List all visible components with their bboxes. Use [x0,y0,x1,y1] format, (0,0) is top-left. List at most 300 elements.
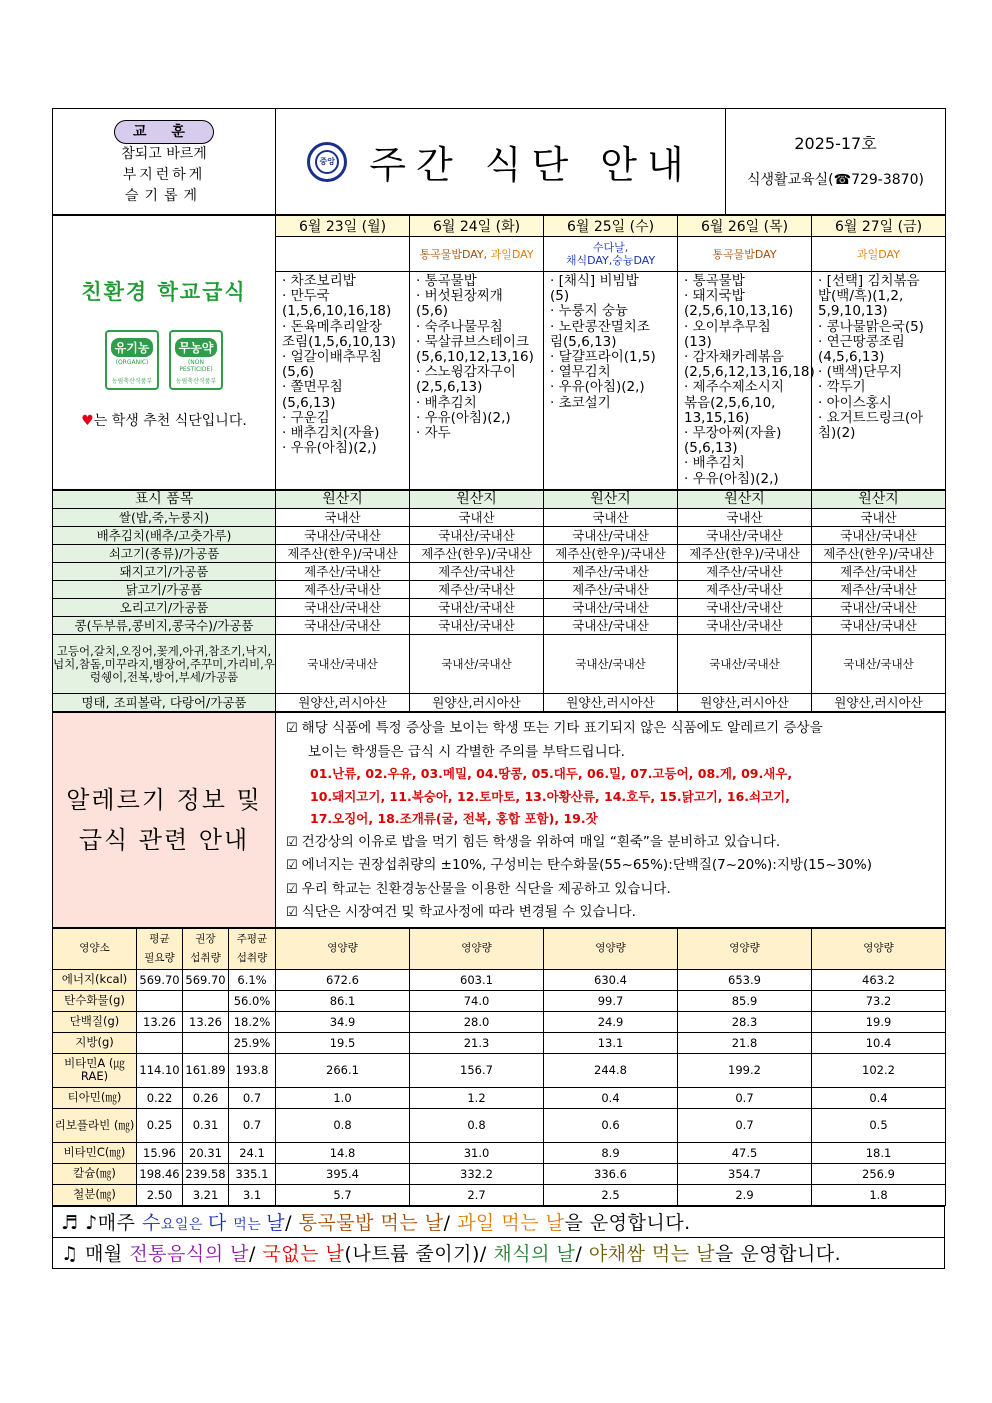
origin-value: 국내산/국내산 [410,599,544,617]
theme-tag: 과일DAY [490,247,534,261]
origin-value: 제주산/국내산 [678,563,812,581]
menu-item: · 감자채카레볶음 [684,349,784,366]
menu-item: (2,5,6,13) [416,379,483,396]
daily-amount: 463.2 [812,969,946,990]
nutrition-row [53,1163,946,1184]
nutrition-row [53,1032,946,1053]
nutrition-row [53,990,946,1011]
footer-segment: 국없는 날 [262,1243,345,1265]
daily-amount: 18.1 [812,1142,946,1163]
head-amount: 영양량 [544,928,678,969]
origin-value: 제주산/국내산 [812,563,946,581]
footer-segment: 을 운영합니다. [715,1243,842,1265]
nutrition-row [53,1142,946,1163]
origin-table [52,490,946,712]
daily-amount: 0.8 [410,1108,544,1142]
daily-amount: 10.4 [812,1032,946,1053]
organic-badge-icon: 유기농 (ORGANIC) 농림축산식품부 [105,330,159,390]
nutrient-name: 지방(g) [53,1032,137,1053]
menu-item: · 배추김치(자율) [282,425,380,442]
nutrition-row [53,969,946,990]
avg-requirement: 15.96 [137,1142,183,1163]
footer-segment: ♬ ♪매주 [61,1212,142,1234]
theme-tag: 통곡물밥DAY [712,247,777,261]
menu-item: · 통곡물밥 [684,273,745,289]
nutrient-name: 철분(㎎) [53,1184,137,1205]
origin-value: 국내산/국내산 [812,599,946,617]
recommended-intake: 161.89 [183,1053,229,1087]
origin-value: 원양산,러시아산 [678,694,812,712]
origin-row [53,545,946,563]
origin-value: 제주산/국내산 [544,563,678,581]
footer-segment: 먹는 [233,1217,267,1233]
menu-item: (5,6) [282,364,315,381]
notice-1: ☑ 해당 식품에 특정 증상을 보이는 학생 또는 기타 표기되지 않은 식품에도 알레르기 증상을 [286,720,823,736]
nutrient-name: 비타민A (㎍ RAE) [53,1053,137,1087]
origin-item: 배추김치(배추/고춧가루) [53,527,276,545]
menu-item: · 우유(아침)(2,) [550,379,645,396]
weekly-avg-intake: 0.7 [229,1108,276,1142]
daily-amount: 0.4 [812,1087,946,1108]
nutrient-name: 리보플라빈 (㎎) [53,1108,137,1142]
recommended-intake [183,990,229,1011]
origin-value: 국내산/국내산 [678,599,812,617]
menu-item: 침)(2) [818,425,856,442]
menu-item: · 우유(아침)(2,) [684,470,779,487]
menu-item: · 숙주나물무침 [416,318,503,335]
daily-amount: 0.7 [678,1108,812,1142]
theme-mon [276,237,410,272]
title-cell [276,109,726,215]
avg-requirement: 2.50 [137,1184,183,1205]
date-wed: 6월 25일 (수) [544,216,678,237]
daily-amount: 102.2 [812,1053,946,1087]
origin-value: 국내산/국내산 [276,599,410,617]
avg-requirement: 569.70 [137,969,183,990]
origin-value: 제주산(한우)/국내산 [544,545,678,563]
menu-item: 볶음(2,5,6,10, [684,394,776,411]
cert-badges [53,330,275,390]
menu-item: (4,5,6,13) [818,349,885,366]
menu-item: · 배추김치 [684,455,745,472]
menu-item: · 차조보리밥 [282,273,356,289]
origin-value: 원양산,러시아산 [544,694,678,712]
theme-tag: 통곡물밥DAY, [419,247,491,261]
avg-requirement [137,1032,183,1053]
menu-item: · 쫄면무침 [282,379,343,396]
avg-requirement: 0.22 [137,1087,183,1108]
menu-item: · 아이스홍시 [818,394,892,411]
menu-mon [276,272,410,490]
menu-item: · 배추김치 [416,394,477,411]
daily-amount: 19.5 [276,1032,410,1053]
menu-item: 림(5,6,13) [550,333,617,350]
menu-item: (5,6) [416,303,449,320]
footer-segment: 과일 먹는 날 [457,1212,565,1234]
origin-item: 닭고기/가공품 [53,581,276,599]
checkbox-icon: ☑ [286,905,298,920]
origin-header-col: 원산지 [812,491,946,509]
origin-item: 쌀(밥,죽,누룽지) [53,509,276,527]
motto-label: 교 훈 [114,120,214,144]
avg-requirement: 198.46 [137,1163,183,1184]
origin-item: 명태, 조피볼락, 다랑어/가공품 [53,694,276,712]
avg-requirement: 114.10 [137,1053,183,1087]
recommended-intake: 0.26 [183,1087,229,1108]
weekly-avg-intake: 3.1 [229,1184,276,1205]
menu-item: · 버섯된장찌개 [416,288,503,305]
menu-item: (5,6,10,12,13,16) [416,349,534,366]
daily-amount: 8.9 [544,1142,678,1163]
daily-amount: 653.9 [678,969,812,990]
origin-value: 국내산/국내산 [410,617,544,635]
menu-item: · (백색)단무지 [818,364,903,381]
weekly-avg-intake: 6.1% [229,969,276,990]
daily-amount: 266.1 [276,1053,410,1087]
menu-item: · 노란콩잔멸치조 [550,318,650,335]
origin-value: 제주산/국내산 [678,581,812,599]
nutrition-row [53,1184,946,1205]
origin-value: 국내산/국내산 [544,527,678,545]
no-pesticide-badge-icon: 무농약 (NON PESTICIDE) 농림축산식품부 [169,330,223,390]
theme-tue [410,237,544,272]
recommended-intake: 3.21 [183,1184,229,1205]
daily-amount: 2.9 [678,1184,812,1205]
origin-value: 국내산/국내산 [812,617,946,635]
footer-segment: ♫ 매월 [61,1243,130,1265]
origin-value: 국내산/국내산 [678,527,812,545]
origin-value: 국내산/국내산 [812,635,946,694]
menu-fri [812,272,946,490]
origin-header-col: 원산지 [276,491,410,509]
menu-wed [544,272,678,490]
daily-amount: 73.2 [812,990,946,1011]
menu-item: · 자두 [416,425,451,442]
menu-item: (5,6,13) [684,440,738,457]
issue-number: 2025-17호 [794,133,877,153]
menu-item: · 누룽지 숭늉 [550,303,629,320]
origin-value: 제주산/국내산 [410,581,544,599]
menu-item: · 무장아찌(자율) [684,425,782,442]
weekly-avg-intake: 24.1 [229,1142,276,1163]
origin-value: 제주산/국내산 [544,581,678,599]
origin-item: 고등어,갈치,오징어,꽃게,아귀,참조기,낙지,넙치,참돔,미꾸라지,뱀장어,주꾸미,가리비,우렁쉥이,전복,방어,부세/가공품 [53,635,276,694]
origin-value: 국내산/국내산 [276,617,410,635]
head-nutrient: 영양소 [53,928,137,969]
daily-amount: 0.6 [544,1108,678,1142]
nutrient-name: 비타민C(㎎) [53,1142,137,1163]
daily-amount: 28.3 [678,1011,812,1032]
daily-amount: 332.2 [410,1163,544,1184]
origin-row [53,527,946,545]
daily-amount: 0.5 [812,1108,946,1142]
origin-header-col: 원산지 [410,491,544,509]
recommended-intake: 20.31 [183,1142,229,1163]
daily-amount: 24.9 [544,1011,678,1032]
header-table [52,108,946,215]
recommended-intake: 569.70 [183,969,229,990]
origin-row [53,581,946,599]
weekly-avg-intake: 193.8 [229,1053,276,1087]
origin-row [53,635,946,694]
date-mon: 6월 23일 (월) [276,216,410,237]
menu-item: · 통곡물밥 [416,273,477,289]
menu-item: 조림(1,5,6,10,13) [282,333,396,350]
origin-value: 제주산/국내산 [276,581,410,599]
menu-item: · 얼갈이배추무침 [282,349,382,366]
menu-item: · 묵살큐브스테이크 [416,333,529,350]
head-amount: 영양량 [812,928,946,969]
daily-amount: 21.8 [678,1032,812,1053]
daily-amount: 0.8 [276,1108,410,1142]
origin-value: 원양산,러시아산 [276,694,410,712]
origin-value: 국내산 [812,509,946,527]
daily-amount: 85.9 [678,990,812,1011]
menu-item: (1,5,6,10,16,18) [282,303,392,320]
menu-thu [678,272,815,490]
notice-2: ☑ 건강상의 이유로 밥을 먹기 힘든 학생을 위하여 매일 “흰죽”을 분비하고 있습니다. [286,833,781,850]
daily-amount: 47.5 [678,1142,812,1163]
page-title: 주간 식단 안내 [369,143,694,187]
notice-3: ☑ 에너지는 권장섭취량의 ±10%, 구성비는 탄수화물(55~65%):단백질(7~20%):지방(15~30%) [286,857,872,873]
theme-tag: 채식DAY,숭늉DAY [565,254,656,267]
nutrient-name: 에너지(kcal) [53,969,137,990]
origin-row [53,509,946,527]
menu-item: · 연근땅콩조림 [818,333,905,350]
nutrition-row [53,1087,946,1108]
daily-amount: 19.9 [812,1011,946,1032]
origin-value: 국내산/국내산 [276,635,410,694]
origin-header-col: 원산지 [678,491,812,509]
theme-wed [544,237,678,272]
menu-item: · [채식] 비빔밥 [550,273,639,289]
date-header-row [53,216,946,237]
menu-item: (2,5,6,10,13,16) [684,303,794,320]
issue-cell [726,109,946,215]
daily-amount: 34.9 [276,1011,410,1032]
daily-amount: 28.0 [410,1011,544,1032]
menu-item: · 구운김 [282,409,330,426]
motto-line-1: 참되고 바르게 [121,146,207,162]
weekly-avg-intake: 0.7 [229,1087,276,1108]
allergy-notice [276,713,946,928]
notice-5: ☑ 식단은 시장여건 및 학교사정에 따라 변경될 수 있습니다. [286,904,636,920]
daily-amount: 395.4 [276,1163,410,1184]
origin-value: 국내산/국내산 [678,635,812,694]
daily-amount: 2.5 [544,1184,678,1205]
daily-amount: 244.8 [544,1053,678,1087]
origin-item: 돼지고기/가공품 [53,563,276,581]
footer-segment: (나트륨 줄이기)/ [344,1243,494,1265]
school-motto [53,109,276,215]
motto-line-2: 부지런하게 [122,167,206,183]
origin-value: 제주산(한우)/국내산 [812,545,946,563]
origin-header-col: 원산지 [544,491,678,509]
menu-item: 13,15,16) [684,409,750,426]
nutrient-name: 단백질(g) [53,1011,137,1032]
head-amount: 영양량 [678,928,812,969]
motto-line-3: 슬기롭게 [124,188,204,204]
origin-value: 국내산/국내산 [544,635,678,694]
origin-value: 제주산/국내산 [276,563,410,581]
heart-icon: ♥ [81,412,94,429]
nutrient-name: 칼슘(㎎) [53,1163,137,1184]
daily-amount: 256.9 [812,1163,946,1184]
weekly-avg-intake: 335.1 [229,1163,276,1184]
nutrition-row [53,1011,946,1032]
head-amount: 영양량 [276,928,410,969]
menu-item: · 열무김치 [550,364,611,381]
origin-value: 국내산 [678,509,812,527]
footer-segment: / [575,1243,589,1265]
menu-item: · 우유(아침)(2,) [416,409,511,426]
nutrition-row [53,1053,946,1087]
daily-amount: 14.8 [276,1142,410,1163]
head-rec: 권장 섭취량 [183,928,229,969]
daily-amount: 2.7 [410,1184,544,1205]
theme-tag: 과일DAY [857,247,900,261]
eco-title: 친환경 학교급식 [81,279,247,304]
nutrient-name: 티아민(㎎) [53,1087,137,1108]
daily-amount: 31.0 [410,1142,544,1163]
office-contact: 식생활교육실(☎729-3870) [747,171,924,188]
origin-value: 제주산(한우)/국내산 [276,545,410,563]
daily-amount: 1.0 [276,1087,410,1108]
notice-4: ☑ 우리 학교는 친환경농산물을 이용한 식단을 제공하고 있습니다. [286,880,671,897]
origin-value: 국내산 [544,509,678,527]
origin-value: 국내산/국내산 [812,527,946,545]
menu-item: · [선택] 김치볶음 [818,273,920,289]
origin-row [53,617,946,635]
meal-plan-sheet [52,108,945,1269]
checkbox-icon: ☑ [286,881,298,897]
daily-amount: 1.2 [410,1087,544,1108]
menu-item: · 요거트드링크(아 [818,409,924,426]
daily-amount: 672.6 [276,969,410,990]
menu-item: · 깍두기 [818,379,866,396]
footer-segment: / [249,1243,263,1265]
footer-segment: 날 [266,1212,286,1234]
footer-segment: 수 [141,1212,161,1234]
footer-segment: / [285,1212,299,1234]
menu-item: · 콩나물맑은국(5) [818,318,924,335]
menu-item: (5) [550,288,570,305]
origin-row [53,563,946,581]
notice-1-cont: 보이는 학생들은 급식 시 각별한 주의를 부탁드립니다. [308,743,625,760]
allergy-side-title: 알레르기 정보 및 급식 관련 안내 [53,713,276,928]
recommended-intake: 13.26 [183,1011,229,1032]
nutrition-header-row [53,928,946,969]
menu-item: · 우유(아침)(2,) [282,440,377,457]
origin-value: 국내산/국내산 [410,527,544,545]
origin-value: 국내산 [276,509,410,527]
origin-header-item: 표시 품목 [53,491,276,509]
origin-item: 쇠고기(종류)/가공품 [53,545,276,563]
origin-value: 원양산,러시아산 [812,694,946,712]
eco-side-panel [53,216,276,490]
origin-value: 국내산/국내산 [276,527,410,545]
origin-header-row [53,491,946,509]
daily-amount: 0.4 [544,1087,678,1108]
daily-amount: 86.1 [276,990,410,1011]
origin-value: 제주산/국내산 [812,581,946,599]
footer-table [52,1206,945,1269]
menu-item: (5,6,13) [282,394,336,411]
daily-amount: 0.7 [678,1087,812,1108]
checkbox-icon: ☑ [286,858,298,873]
menu-table [52,215,946,490]
menu-item: · 달걀프라이(1,5) [550,349,656,366]
footer-segment: 채식의 날 [493,1243,576,1265]
origin-item: 오리고기/가공품 [53,599,276,617]
recommend-note: ♥는 학생 추천 식단입니다. [81,412,247,429]
menu-tue [410,272,544,490]
nutrient-name: 탄수화물(g) [53,990,137,1011]
menu-item: · 스노윙감자구이 [416,364,516,381]
daily-amount: 199.2 [678,1053,812,1087]
daily-amount: 630.4 [544,969,678,990]
origin-value: 제주산/국내산 [410,563,544,581]
head-avg-req: 평균 필요량 [137,928,183,969]
daily-amount: 156.7 [410,1053,544,1087]
daily-amount: 1.8 [812,1184,946,1205]
footer-segment: / [443,1212,458,1234]
footer-segment: 통곡물밥 먹는 날 [298,1212,444,1234]
date-fri: 6월 27일 (금) [812,216,946,237]
menu-item: · 돼지국밥 [684,288,745,305]
menu-item: 밥(백/흑)(1,2, [818,288,904,305]
daily-amount: 5.7 [276,1184,410,1205]
origin-value: 제주산(한우)/국내산 [678,545,812,563]
allergen-list-1: 01.난류, 02.우유, 03.메밀, 04.땅콩, 05.대두, 06.밀, 07.고등어, 08.게, 09.새우, [310,766,793,781]
school-logo: 중앙 [307,142,347,182]
avg-requirement: 0.25 [137,1108,183,1142]
allergen-list-2: 10.돼지고기, 11.복숭아, 12.토마토, 13.아황산류, 14.호두, 15.닭고기, 16.쇠고기, [310,788,791,804]
head-amount: 영양량 [410,928,544,969]
recommended-intake: 239.58 [183,1163,229,1184]
daily-amount: 336.6 [544,1163,678,1184]
daily-amount: 99.7 [544,990,678,1011]
footer-segment: 요일은 [160,1217,208,1233]
origin-row [53,694,946,712]
head-week: 주평균 섭취량 [229,928,276,969]
checkbox-icon: ☑ [286,721,298,736]
nutrition-table [52,928,946,1206]
origin-value: 제주산(한우)/국내산 [410,545,544,563]
origin-row [53,599,946,617]
footer-segment: 전통음식의 날 [129,1243,249,1265]
theme-thu [678,237,812,272]
allergen-list-3: 17.오징어, 18.조개류(굴, 전복, 홍합 포함), 19.잣 [310,811,598,826]
footer-line-1 [53,1206,945,1237]
origin-value: 국내산/국내산 [678,617,812,635]
date-thu: 6월 26일 (목) [678,216,812,237]
weekly-avg-intake: 25.9% [229,1032,276,1053]
origin-value: 국내산/국내산 [544,599,678,617]
footer-line-2 [53,1237,945,1268]
footer-segment: 을 운영합니다. [564,1212,691,1234]
avg-requirement [137,990,183,1011]
date-tue: 6월 24일 (화) [410,216,544,237]
checkbox-icon: ☑ [286,834,298,850]
daily-amount: 13.1 [544,1032,678,1053]
menu-item: · 돈육메추리알장 [282,318,382,335]
footer-segment: 다 [207,1212,234,1234]
menu-item: · 만두국 [282,288,330,305]
menu-item: (13) [684,333,712,350]
footer-segment: 야채쌈 먹는 날 [588,1243,715,1265]
origin-item: 콩(두부류,콩비지,콩국수)/가공품 [53,617,276,635]
